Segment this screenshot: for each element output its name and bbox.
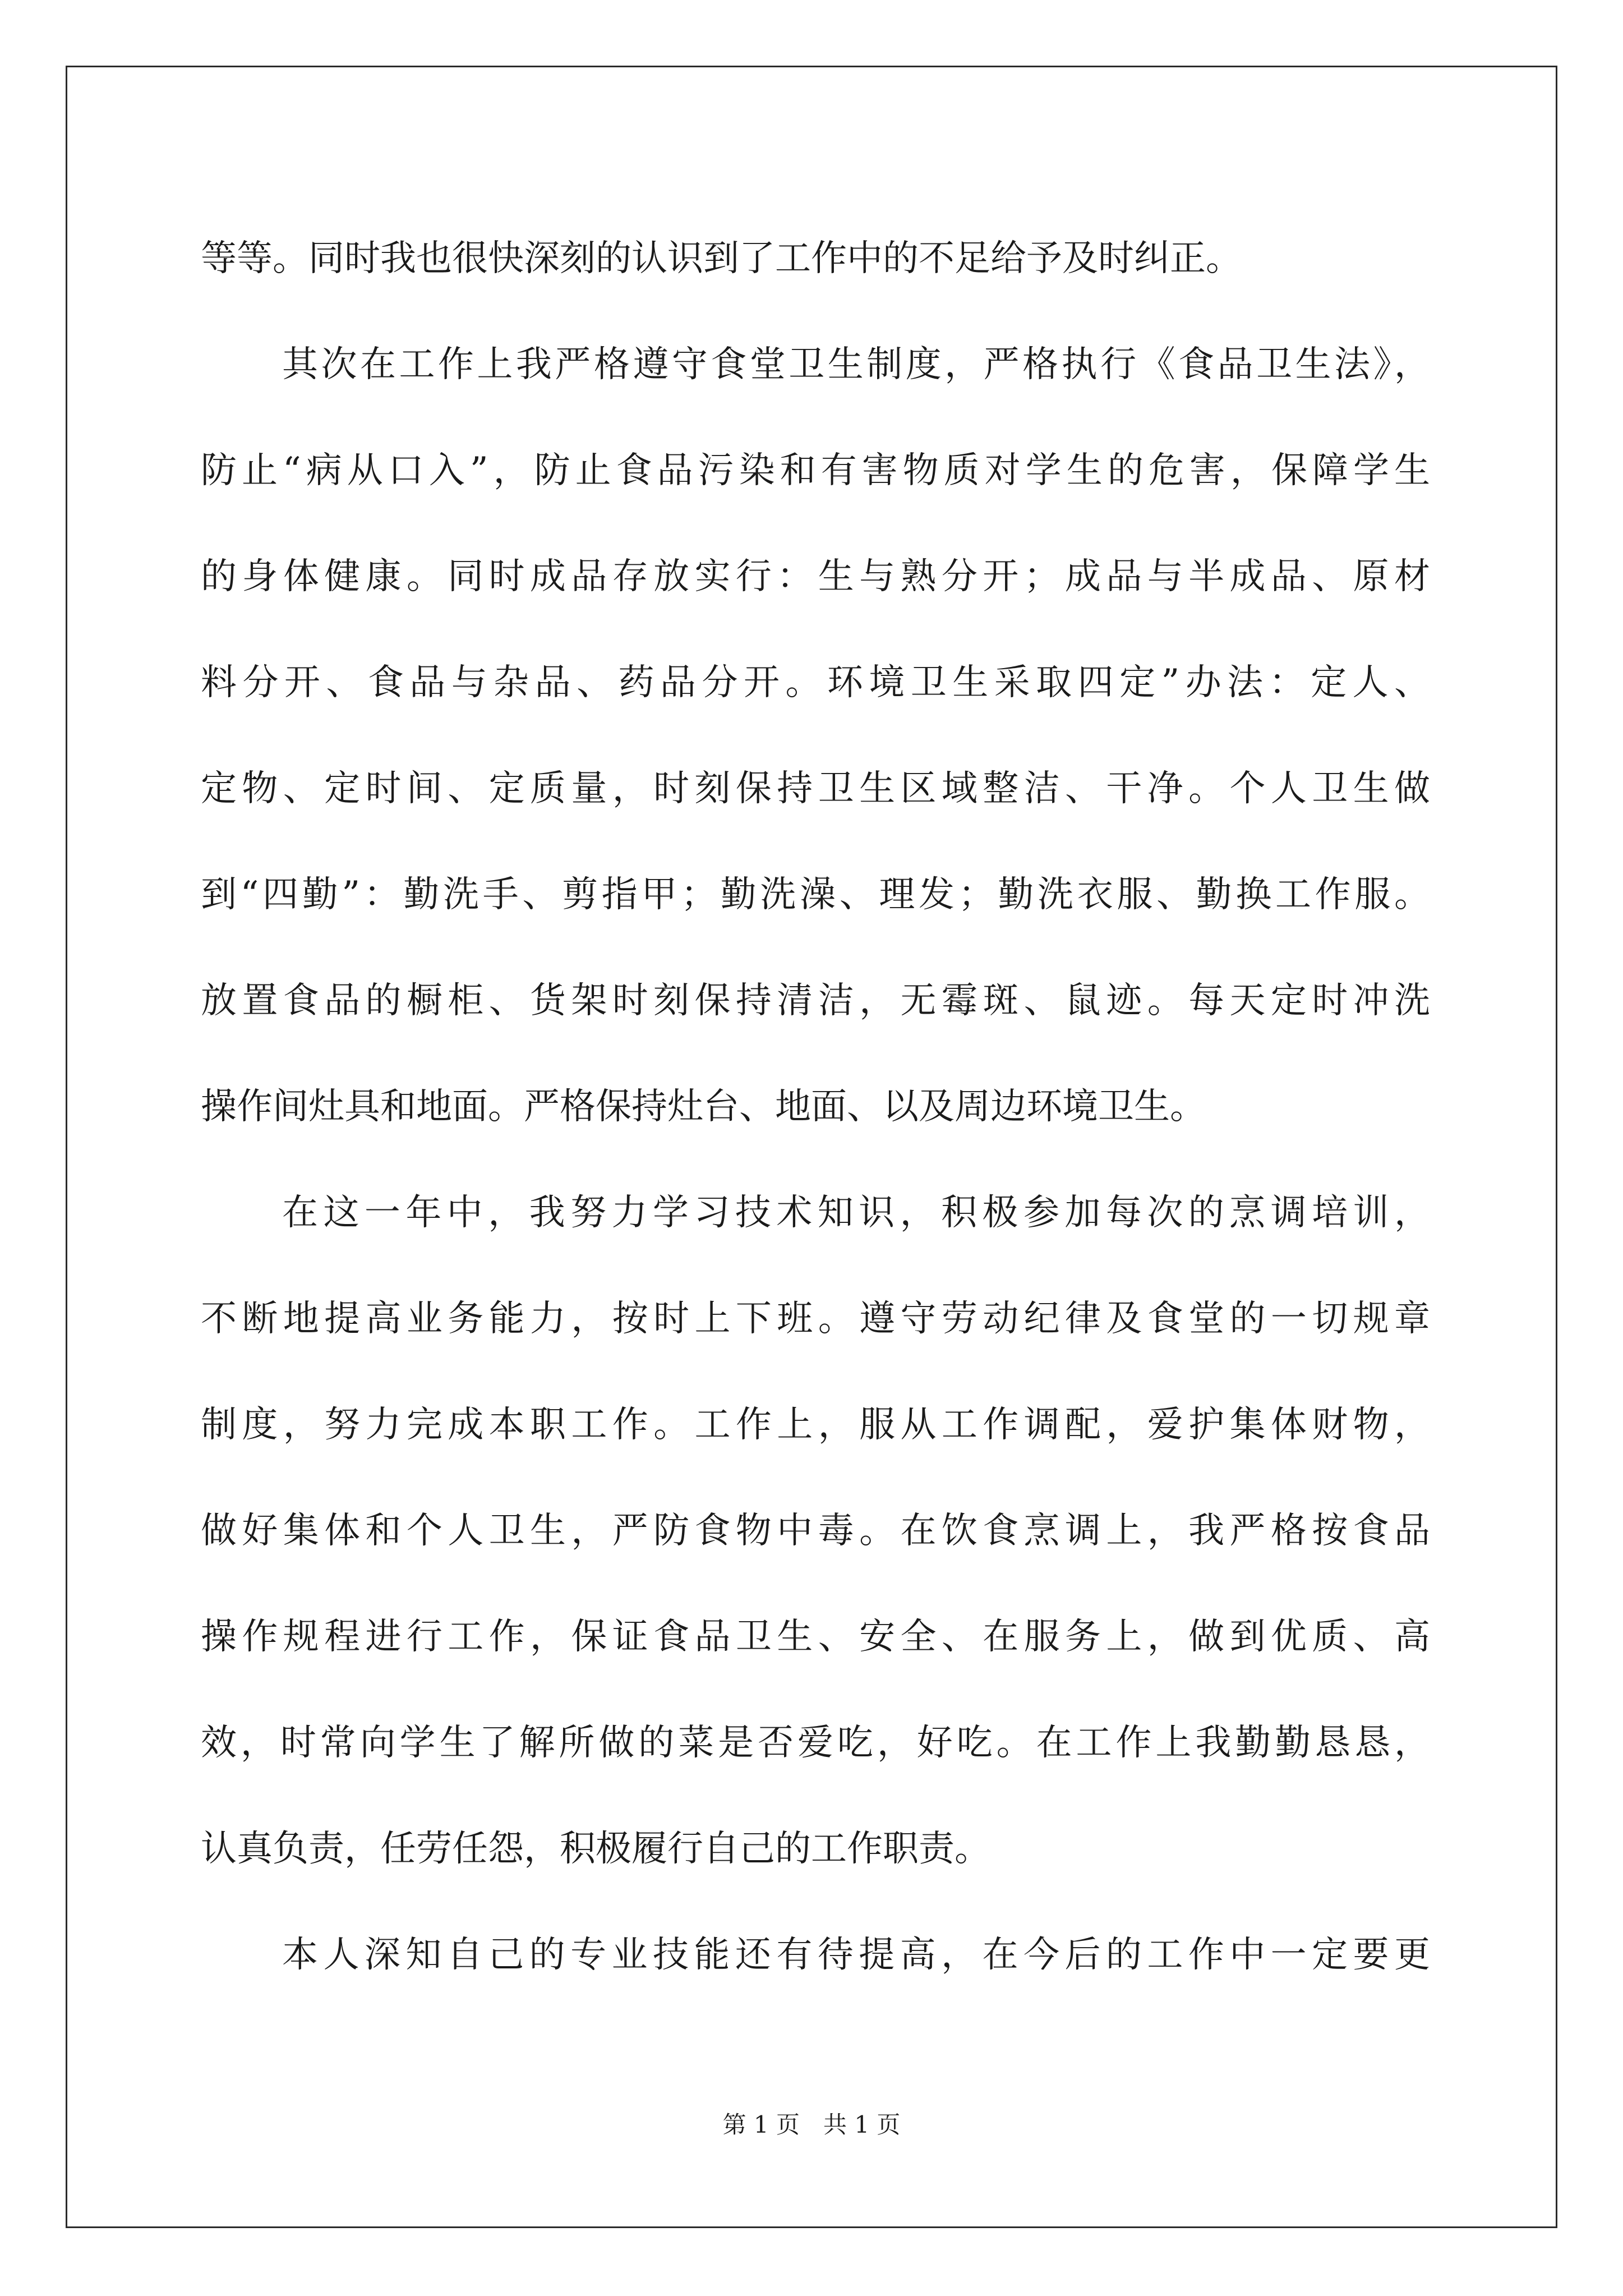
text-line	[201, 1368, 1430, 1474]
text-line-content: 认真负责，任劳任怨，积极履行自己的工作职责。	[201, 1828, 990, 1870]
text-line-content: 在这一年中，我努力学习技术知识，积极参加每次的烹调培训，	[282, 1191, 1430, 1234]
text-line-content: 防止“病从口入”，防止食品污染和有害物质对学生的危害，保障学生	[201, 449, 1430, 491]
text-line	[201, 1792, 1430, 1898]
text-line-content: 操作间灶具和地面。严格保持灶台、地面、以及周边环境卫生。	[201, 1085, 1206, 1128]
text-line	[201, 1474, 1430, 1580]
document-body	[201, 202, 1430, 2004]
text-line-content: 本人深知自己的专业技能还有待提高，在今后的工作中一定要更	[282, 1934, 1430, 1976]
text-line	[201, 1156, 1430, 1262]
text-line	[201, 1262, 1430, 1368]
text-line-content: 等等。同时我也很快深刻的认识到了工作中的不足给予及时纠正。	[201, 237, 1242, 279]
text-line-content: 料分开、食品与杂品、药品分开。环境卫生采取四定”办法：定人、	[201, 661, 1430, 703]
page-footer	[0, 2106, 1623, 2140]
text-line-content: 不断地提高业务能力，按时上下班。遵守劳动纪律及食堂的一切规章	[201, 1297, 1430, 1340]
text-line	[201, 202, 1430, 308]
text-line-content: 的身体健康。同时成品存放实行：生与熟分开；成品与半成品、原材	[201, 555, 1430, 597]
text-line-content: 定物、定时间、定质量，时刻保持卫生区域整洁、干净。个人卫生做	[201, 767, 1430, 809]
text-line	[201, 414, 1430, 520]
text-line	[201, 944, 1430, 1050]
text-line-content: 做好集体和个人卫生，严防食物中毒。在饮食烹调上，我严格按食品	[201, 1510, 1430, 1552]
text-line	[201, 1050, 1430, 1156]
text-line	[201, 838, 1430, 944]
text-line-content: 效，时常向学生了解所做的菜是否爱吃，好吃。在工作上我勤勤恳恳，	[201, 1722, 1430, 1764]
text-line	[201, 1686, 1430, 1792]
text-line-content: 到“四勤”：勤洗手、剪指甲；勤洗澡、理发；勤洗衣服、勤换工作服。	[201, 873, 1430, 915]
text-line	[201, 1898, 1430, 2004]
text-line-content: 制度，努力完成本职工作。工作上，服从工作调配，爱护集体财物，	[201, 1404, 1430, 1446]
text-line-content: 操作规程进行工作，保证食品卫生、安全、在服务上，做到优质、高	[201, 1616, 1430, 1658]
text-line	[201, 1580, 1430, 1686]
page-number-label: 第 1 页 共 1 页	[722, 2111, 901, 2138]
text-line	[201, 732, 1430, 838]
text-line	[201, 520, 1430, 626]
text-line-content: 放置食品的橱柜、货架时刻保持清洁，无霉斑、鼠迹。每天定时冲洗	[201, 979, 1430, 1022]
text-line	[201, 626, 1430, 732]
text-line	[201, 308, 1430, 414]
text-line-content: 其次在工作上我严格遵守食堂卫生制度，严格执行《食品卫生法》，	[282, 343, 1430, 385]
